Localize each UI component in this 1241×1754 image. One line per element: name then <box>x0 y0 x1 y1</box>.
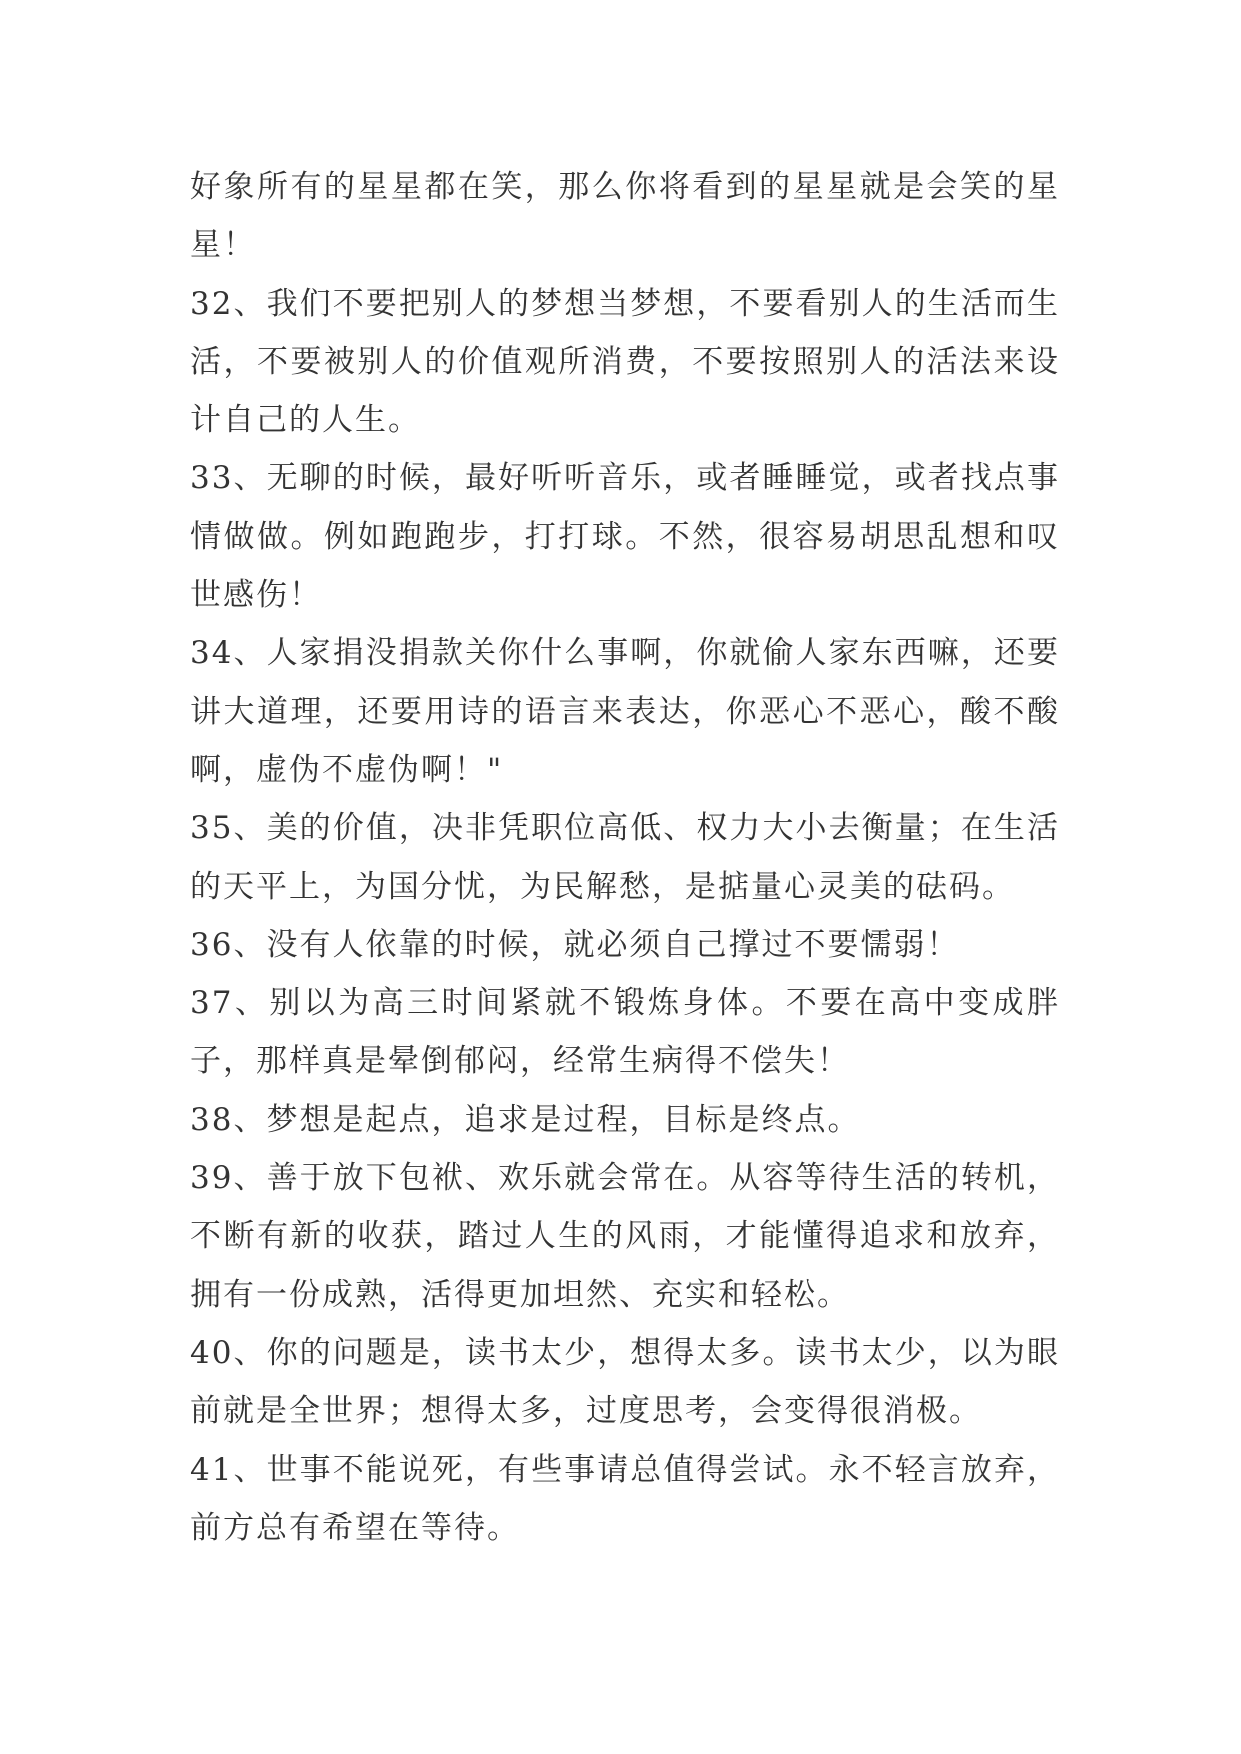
paragraph-34: 34、人家捐没捐款关你什么事啊，你就偷人家东西嘛，还要讲大道理，还要用诗的语言来表达，你恶心不恶心，酸不酸啊，虚伪不虚伪啊！" <box>190 635 1060 788</box>
document-body <box>190 158 1060 1557</box>
paragraph-40: 40、你的问题是，读书太少，想得太多。读书太少，以为眼前就是全世界；想得太多，过度思考，会变得很消极。 <box>190 1334 1060 1430</box>
paragraph-41: 41、世事不能说死，有些事请总值得尝试。永不轻言放弃，前方总有希望在等待。 <box>190 1451 1060 1546</box>
paragraph-39: 39、善于放下包袱、欢乐就会常在。从容等待生活的转机，不断有新的收获，踏过人生的风雨，才能懂得追求和放弃，拥有一份成熟，活得更加坦然、充实和轻松。 <box>190 1160 1060 1313</box>
paragraph-32: 32、我们不要把别人的梦想当梦想，不要看别人的生活而生活，不要被别人的价值观所消费，不要按照别人的活法来设计自己的人生。 <box>190 285 1060 439</box>
paragraph-36: 36、没有人依靠的时候，就必须自己撑过不要懦弱！ <box>190 926 960 963</box>
paragraph-35: 35、美的价值，决非凭职位高低、权力大小去衡量；在生活的天平上，为国分忧，为民解愁，是掂量心灵美的砝码。 <box>190 810 1060 905</box>
paragraph-37: 37、别以为高三时间紧就不锻炼身体。不要在高中变成胖子，那样真是晕倒郁闷，经常生病得不偿失！ <box>190 985 1060 1080</box>
paragraph-33: 33、无聊的时候，最好听听音乐，或者睡睡觉，或者找点事情做做。例如跑跑步，打打球。不然，很容易胡思乱想和叹世感伤！ <box>190 460 1060 614</box>
paragraph-continuation: 好象所有的星星都在笑，那么你将看到的星星就是会笑的星星！ <box>190 169 1060 264</box>
paragraph-38: 38、梦想是起点，追求是过程，目标是终点。 <box>190 1101 861 1138</box>
